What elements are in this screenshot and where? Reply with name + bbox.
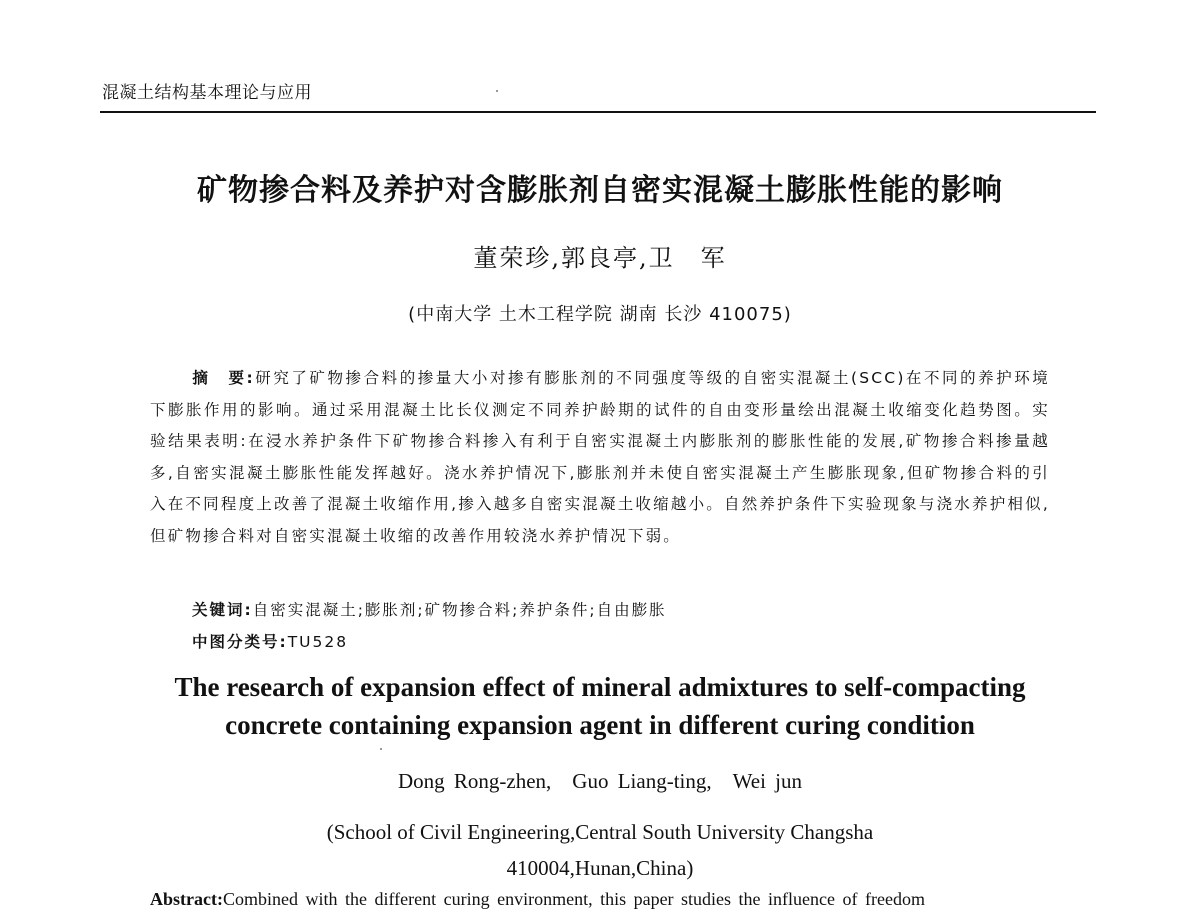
scan-speck — [380, 748, 382, 750]
chinese-abstract-label: 摘 要: — [192, 369, 255, 387]
chinese-classification — [192, 630, 348, 652]
classification-code: TU528 — [287, 633, 349, 651]
keywords-label: 关键词: — [192, 601, 253, 619]
english-abstract — [150, 889, 1100, 910]
english-affiliation — [0, 814, 1200, 886]
header-rule — [100, 111, 1096, 113]
keywords-text: 自密实混凝土;膨胀剂;矿物掺合料;养护条件;自由膨胀 — [252, 601, 667, 619]
chinese-abstract — [150, 363, 1050, 553]
english-title-line-2: concrete containing expansion agent in different curing condition — [225, 710, 975, 740]
english-affiliation-line-2: 410004,Hunan,China) — [506, 856, 694, 880]
chinese-title: 矿物掺合料及养护对含膨胀剂自密实混凝土膨胀性能的影响 — [197, 173, 1003, 208]
english-affiliation-line-1: (School of Civil Engineering,Central South University Changsha — [326, 820, 874, 844]
chinese-abstract-text: 研究了矿物掺合料的掺量大小对掺有膨胀剂的不同强度等级的自密实混凝土(SCC)在不同的养护环境下膨胀作用的影响。通过采用混凝土比长仪测定不同养护龄期的试件的自由变形量绘出混凝土收缩变化趋势图。实验结果表明:在浸水养护条件下矿物掺合料掺入有利于自密实混凝土内膨胀剂的膨胀性能的发展,矿物掺合料掺量越多,自密实混凝土膨胀性能发挥越好。浇水养护情况下,膨胀剂并未使自密实混凝土产生膨胀现象,但矿物掺合料的引入在不同程度上改善了混凝土收缩作用,掺入越多自密实混凝土收缩越小。自然养护条件下实验现象与浇水养护相似,但矿物掺合料对自密实混凝土收缩的改善作用较浇水养护情况下弱。 — [150, 369, 1050, 545]
scan-speck — [496, 90, 498, 92]
running-header: 混凝土结构基本理论与应用 — [102, 83, 312, 103]
classification-label: 中图分类号: — [192, 633, 288, 651]
chinese-affiliation: (中南大学 土木工程学院 湖南 长沙 410075) — [408, 304, 792, 325]
chinese-keywords — [192, 598, 667, 620]
chinese-authors: 董荣珍,郭良亭,卫 军 — [473, 244, 727, 272]
english-authors: Dong Rong-zhen, Guo Liang-ting, Wei jun — [398, 769, 802, 793]
english-title — [0, 668, 1200, 744]
english-abstract-label: Abstract: — [150, 889, 223, 909]
english-title-line-1: The research of expansion effect of mineral admixtures to self-compacting — [174, 672, 1026, 702]
english-abstract-text: Combined with the different curing environment, this paper studies the influence of freedom — [222, 889, 925, 909]
